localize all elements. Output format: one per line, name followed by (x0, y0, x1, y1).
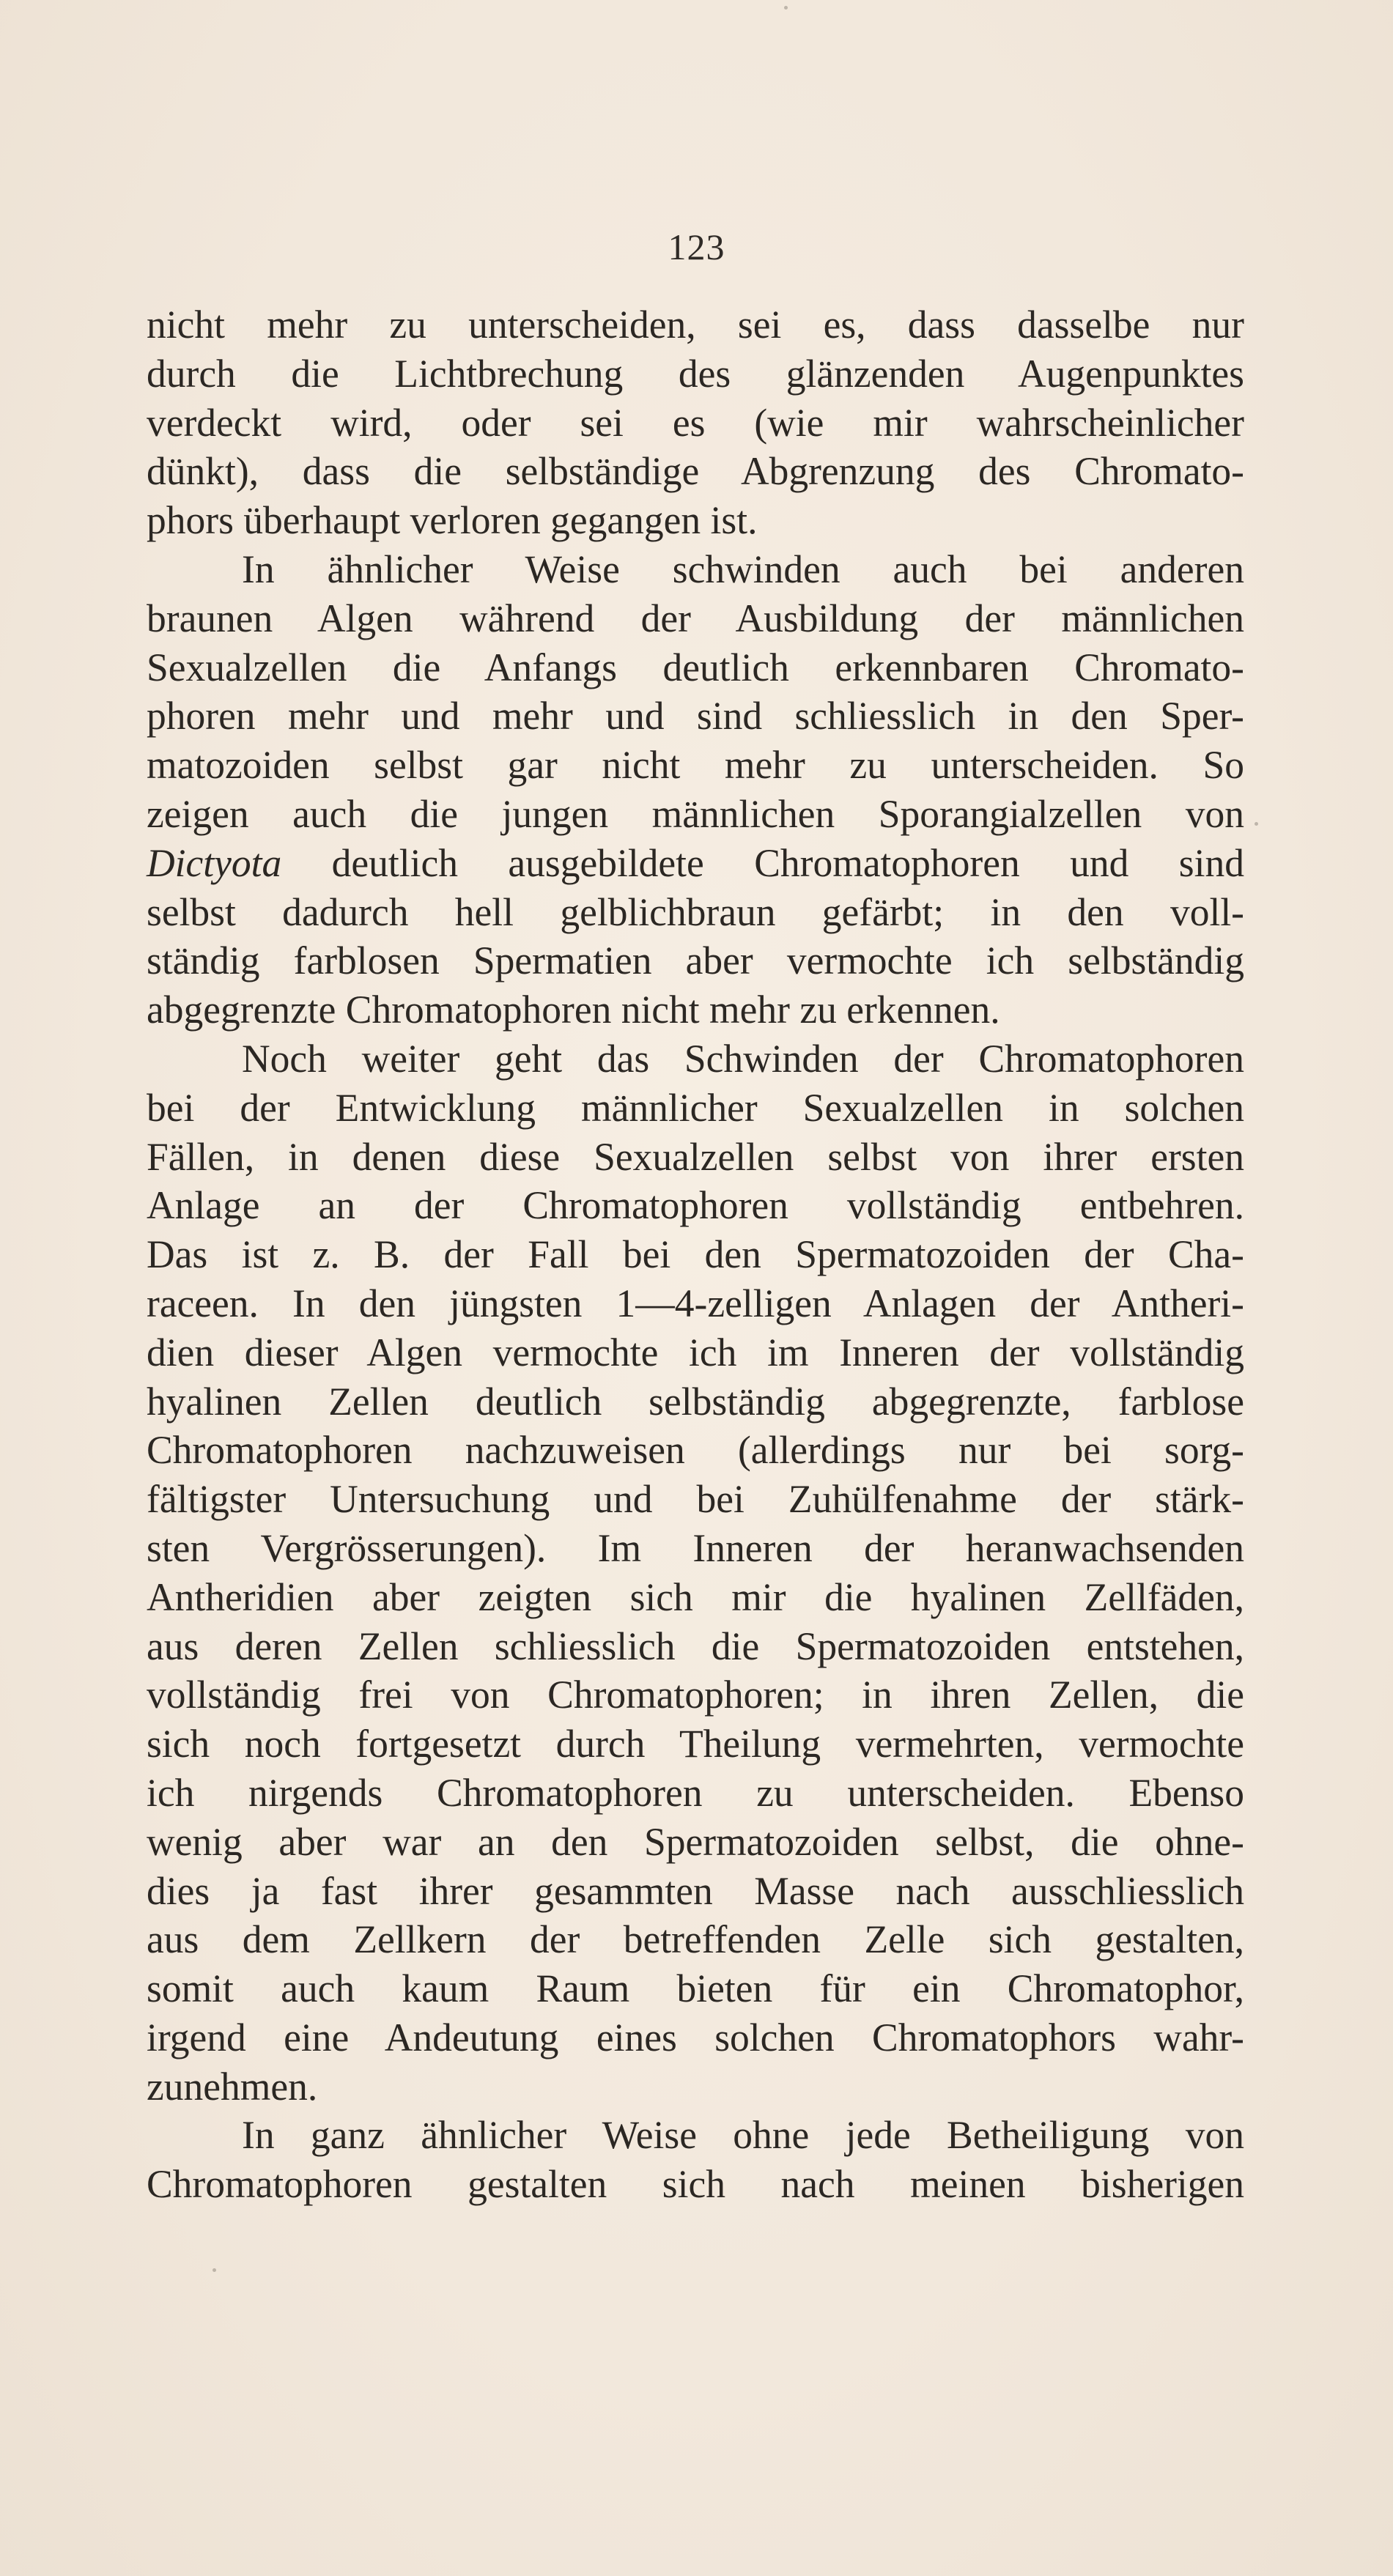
text-line: fältigster Untersuchung und bei Zuhülfenahme der stärk- (147, 1477, 1244, 1522)
body-text (147, 300, 1244, 2209)
text-line: phoren mehr und mehr und sind schliesslich in den Sper- (147, 694, 1244, 739)
text-line: braunen Algen während der Ausbildung der männlichen (147, 596, 1244, 640)
text-line: verdeckt wird, oder sei es (wie mir wahrscheinlicher (147, 400, 1244, 445)
text-line: abgegrenzte Chromatophoren nicht mehr zu erkennen. (147, 988, 1000, 1032)
text-line: In ganz ähnlicher Weise ohne jede Betheiligung von (242, 2113, 1244, 2158)
text-line: vollständig frei von Chromatophoren; in ihren Zellen, die (147, 1673, 1244, 1717)
text-line: wenig aber war an den Spermatozoiden selbst, die ohne- (147, 1819, 1244, 1864)
italic-term: Dictyota (147, 840, 282, 885)
text-line: nicht mehr zu unterscheiden, sei es, dass dasselbe nur (147, 303, 1244, 347)
text-line: Das ist z. B. der Fall bei den Spermatozoiden der Cha- (147, 1232, 1244, 1277)
text-line: Fällen, in denen diese Sexualzellen selbst von ihrer ersten (147, 1134, 1244, 1179)
text-line: Chromatophoren gestalten sich nach meinen bisherigen (147, 2162, 1244, 2207)
text-line: dies ja fast ihrer gesammten Masse nach ausschliesslich (147, 1868, 1244, 1913)
text-line: aus deren Zellen schliesslich die Spermatozoiden entstehen, (147, 1624, 1244, 1668)
text-line: Sexualzellen die Anfangs deutlich erkennbaren Chromato- (147, 645, 1244, 689)
text-line: In ähnlicher Weise schwinden auch bei anderen (242, 547, 1244, 591)
text-line: bei der Entwicklung männlicher Sexualzellen in solchen (147, 1085, 1244, 1130)
paper-speck (213, 2268, 216, 2272)
text-line: matozoiden selbst gar nicht mehr zu unterscheiden. So (147, 743, 1244, 788)
text-line: ständig farblosen Spermatien aber vermochte ich selbständig (147, 939, 1244, 983)
text-line: irgend eine Andeutung eines solchen Chromatophors wahr- (147, 2015, 1244, 2059)
text-line: Antheridien aber zeigten sich mir die hyalinen Zellfäden, (147, 1574, 1244, 1619)
text-line: aus dem Zellkern der betreffenden Zelle sich gestalten, (147, 1917, 1244, 1962)
text-line: durch die Lichtbrechung des glänzenden Augenpunktes (147, 351, 1244, 396)
paper-speck (784, 6, 788, 10)
text-line: sten Vergrösserungen). Im Inneren der heranwachsenden (147, 1525, 1244, 1570)
text-line: hyalinen Zellen deutlich selbständig abgegrenzte, farblose (147, 1379, 1244, 1424)
text-line: dien dieser Algen vermochte ich im Inneren der vollständig (147, 1330, 1244, 1374)
text-line: selbst dadurch hell gelblichbraun gefärbt; in den voll- (147, 889, 1244, 934)
page-number: 123 (668, 226, 725, 267)
text-line: Chromatophoren nachzuweisen (allerdings nur bei sorg- (147, 1428, 1244, 1473)
text-line: zeigen auch die jungen männlichen Sporangialzellen von (147, 791, 1244, 836)
text-line: somit auch kaum Raum bieten für ein Chromatophor, (147, 1966, 1244, 2011)
text-line: sich noch fortgesetzt durch Theilung vermehrten, vermochte (147, 1722, 1244, 1766)
text-line (147, 839, 1244, 888)
text-line: dünkt), dass die selbständige Abgrenzung des Chromato- (147, 449, 1244, 494)
text-line: zunehmen. (147, 2064, 318, 2109)
text-line: raceen. In den jüngsten 1—4-zelligen Anlagen der Antheri- (147, 1281, 1244, 1325)
text-line: ich nirgends Chromatophoren zu unterscheiden. Ebenso (147, 1770, 1244, 1815)
text-line: phors überhaupt verloren gegangen ist. (147, 498, 758, 543)
text-line: Noch weiter geht das Schwinden der Chromatophoren (242, 1036, 1244, 1081)
paper-speck (1255, 822, 1258, 826)
text-line: Anlage an der Chromatophoren vollständig entbehren. (147, 1183, 1244, 1228)
line-rest: deutlich ausgebildete Chromatophoren und sind (281, 840, 1244, 885)
